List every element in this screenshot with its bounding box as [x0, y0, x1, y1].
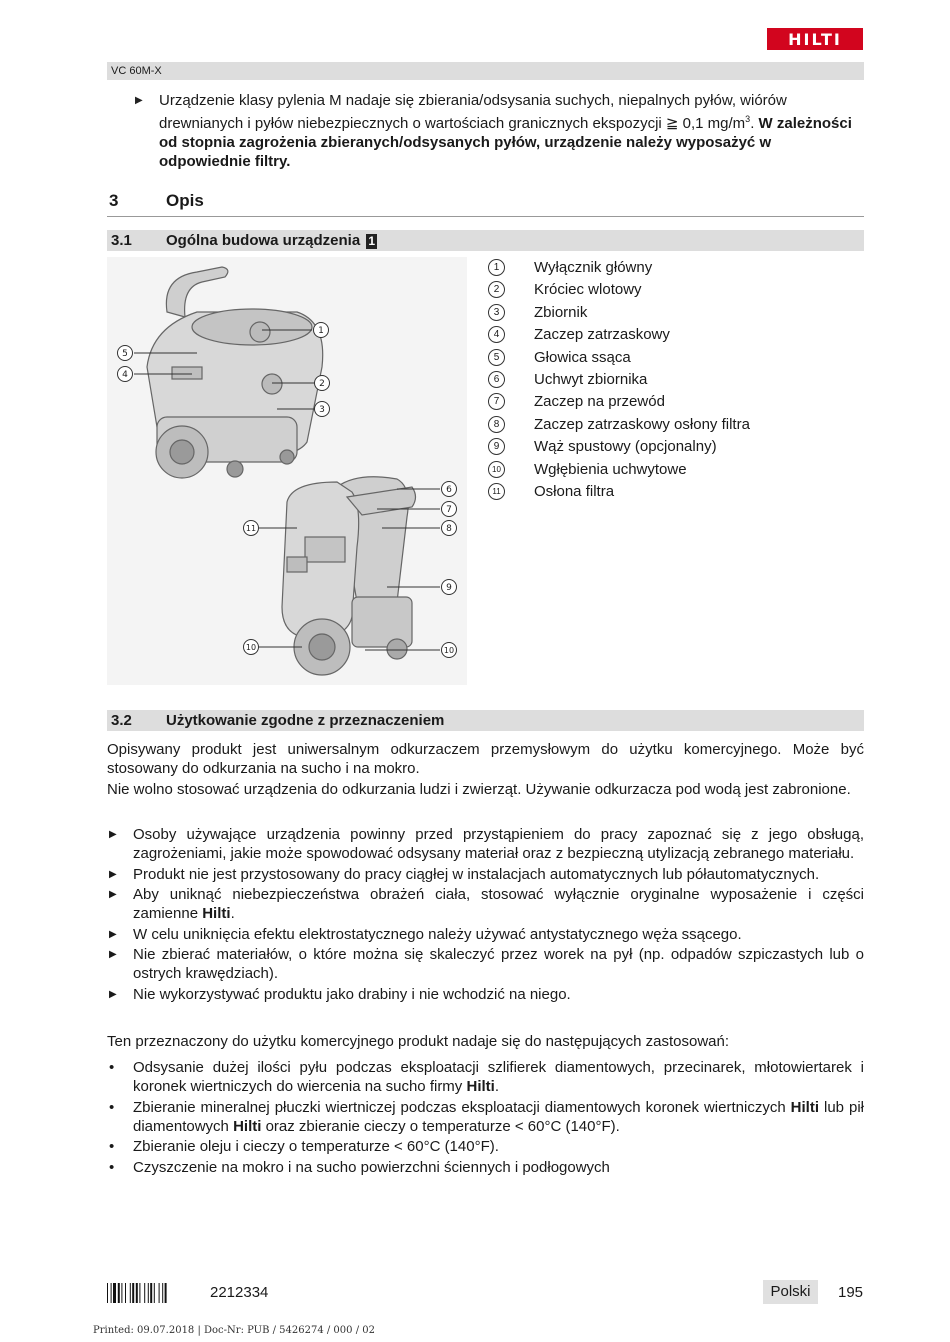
legend-number-badge: 4 [488, 326, 505, 343]
legend-label: Króciec wlotowy [534, 281, 642, 299]
callout-2 [315, 376, 330, 391]
legend-label: Uchwyt zbiornika [534, 370, 648, 388]
list-item [107, 825, 864, 863]
legend-label: Wgłębienia uchwytowe [534, 460, 687, 478]
legend-number-badge: 7 [488, 393, 505, 410]
callout-10b-label: 10 [443, 646, 455, 655]
brand-bold: Hilti [202, 905, 231, 922]
intro-superscript: 3 [745, 114, 751, 124]
intro-paragraph [159, 91, 864, 171]
subsection-title: Użytkowanie zgodne z przeznaczeniem [166, 712, 445, 729]
triangle-bullet-icon: ▶ [109, 829, 117, 840]
warning-list [107, 825, 864, 1005]
legend-number-badge: 3 [488, 304, 505, 321]
subsection-title [166, 232, 377, 249]
callout-10a-label: 10 [245, 643, 257, 652]
callout-5-label: 5 [122, 349, 128, 359]
model-header-bar [107, 62, 864, 80]
callout-4 [118, 367, 133, 382]
hilti-logo: HILTI [767, 28, 863, 50]
list-item [107, 1058, 864, 1096]
callout-2-label: 2 [319, 379, 325, 389]
applications-list [107, 1058, 864, 1178]
list-item [107, 885, 864, 923]
callout-11-label: 11 [245, 524, 257, 533]
subsection-title-text: Ogólna budowa urządzenia [166, 232, 361, 249]
brand-bold: Hilti [790, 1098, 819, 1116]
list-item-text-end: . [494, 1078, 499, 1095]
legend-label: Wąż spustowy (opcjonalny) [534, 438, 717, 456]
callout-6 [442, 482, 457, 497]
dot-bullet-icon: • [109, 1158, 115, 1176]
list-item [107, 985, 864, 1004]
triangle-bullet-icon: ▶ [135, 95, 143, 106]
list-item-text: Zbieranie mineralnej płuczki wiertniczej podczas eksploatacji diamentowych koronek wiertniczych [133, 1098, 791, 1116]
legend-number-badge: 9 [488, 438, 505, 455]
paragraph-prohibition: Nie wolno stosować urządzenia do odkurzania ludzi i zwierząt. Używanie odkurzacza pod wodą jest zabronione. [107, 781, 851, 798]
subsection-number: 3.1 [111, 232, 132, 249]
legend-label: Zaczep zatrzaskowy osłony filtra [534, 415, 750, 433]
legend-number-badge: 5 [488, 349, 505, 366]
triangle-bullet-icon: ▶ [109, 868, 117, 880]
intro-text: Urządzenie klasy pylenia M nadaje się zbierania/odsysania suchych, niepalnych pyłów, wiórów drewnianych i pyłów niebezpiecznych o wartościach granicznych ekspozycji ≧ 0,1 mg/m [159, 92, 787, 132]
callout-1-label: 1 [318, 326, 324, 336]
legend-label: Zbiornik [534, 303, 588, 321]
legend-number-badge: 1 [488, 259, 505, 276]
legend-label: Głowica ssąca [534, 348, 631, 366]
brand-bold: Hilti [466, 1078, 495, 1095]
list-item-text: Aby uniknąć niebezpieczeństwa obrażeń ciała, stosować wyłącznie oryginalne wyposażenie i części zamienne [133, 886, 864, 922]
callout-7 [442, 502, 457, 517]
callout-3-label: 3 [319, 405, 325, 415]
list-item-text: Nie wykorzystywać produktu jako drabiny i nie wchodzić na niego. [133, 985, 571, 1003]
callout-7-label: 7 [446, 505, 452, 515]
list-item [107, 865, 864, 884]
legend-label: Osłona filtra [534, 482, 615, 500]
callout-8-label: 8 [446, 524, 452, 534]
device-figure [107, 257, 467, 685]
intro-text-after: . [750, 115, 759, 132]
callout-6-label: 6 [446, 485, 452, 495]
dot-bullet-icon: • [109, 1138, 115, 1155]
list-item-text: Produkt nie jest przystosowany do pracy ciągłej w instalacjach automatycznych lub półautomatycznych. [133, 865, 820, 883]
triangle-bullet-icon: ▶ [109, 949, 117, 960]
callout-9-label: 9 [446, 583, 452, 593]
callout-10-right [442, 643, 457, 658]
print-info: Printed: 09.07.2018 | Doc-Nr: PUB / 5426274 / 000 / 02 [93, 1325, 375, 1336]
dot-bullet-icon: • [109, 1098, 115, 1116]
legend-number-badge: 2 [488, 281, 505, 298]
legend-label: Zaczep na przewód [534, 393, 665, 411]
triangle-bullet-icon: ▶ [109, 889, 117, 900]
list-item [107, 925, 864, 944]
legend-number-badge: 10 [488, 461, 505, 478]
list-item-text: Osoby używające urządzenia powinny przed przystąpieniem do pracy zapoznać się z jego obsługą, zagrożeniami, jakie może spowodować odsysany materiał oraz z bezpieczną utylizacją zebranego materiału. [133, 826, 864, 862]
callout-4-label: 4 [122, 370, 128, 380]
document-number: 2212334 [210, 1284, 269, 1301]
model-name: VC 60M-X [111, 65, 162, 77]
section-3-2-heading [107, 710, 864, 731]
list-item-text: Nie zbierać materiałów, o które można się skaleczyć przez worek na pył (np. odpadów szpiczastych lub o ostrych krawędziach). [133, 946, 864, 982]
section-3-1-heading [107, 230, 864, 251]
paragraph-intended-use: Opisywany produkt jest uniwersalnym odkurzaczem przemysłowym do użytku komercyjnego. Może być stosowany do odkurzania na sucho i na mokro. [107, 741, 864, 777]
callout-9 [442, 580, 457, 595]
callout-1 [314, 323, 329, 338]
legend-number-badge: 6 [488, 371, 505, 388]
callout-11 [244, 521, 259, 536]
list-item [107, 1137, 864, 1156]
callout-5 [118, 346, 133, 361]
list-item [107, 1158, 864, 1177]
section-3-heading [107, 191, 864, 217]
list-item [107, 1098, 864, 1136]
brand-bold: Hilti [233, 1117, 262, 1135]
list-item-text-end: oraz zbieranie cieczy o temperaturze < 60°C (140°F). [261, 1117, 620, 1135]
callout-8 [442, 521, 457, 536]
vacuum-illustration [107, 257, 467, 685]
legend-label: Zaczep zatrzaskowy [534, 326, 670, 344]
list-item-text: Zbieranie oleju i cieczy o temperaturze < 60°C (140°F). [133, 1138, 499, 1155]
callout-10-left [244, 640, 259, 655]
intro-bold-text: W zależności od stopnia zagrożenia zbieranych/odsysanych pyłów, urządzenie należy wyposażyć w odpowiednie filtry. [159, 115, 852, 170]
triangle-bullet-icon: ▶ [109, 988, 117, 1000]
dot-bullet-icon: • [109, 1059, 115, 1076]
list-item-text: W celu uniknięcia efektu elektrostatycznego należy używać antystatycznego węża ssącego. [133, 925, 742, 943]
subsection-number: 3.2 [111, 712, 132, 729]
page-number: 195 [838, 1284, 864, 1301]
language-label: Polski [763, 1280, 818, 1304]
list-item-text-end: . [230, 905, 235, 922]
section-title: Opis [166, 191, 204, 210]
paragraph-applications: Ten przeznaczony do użytku komercyjnego produkt nadaje się do następujących zastosowań: [107, 1033, 730, 1050]
list-item-text: Odsysanie dużej ilości pyłu podczas eksploatacji szlifierek diamentowych, przecinarek, młotowiertarek i koronek wiertniczych do wiercenia na sucho firmy [133, 1059, 864, 1095]
list-item-text-mid: lub pił diamentowych [133, 1098, 864, 1135]
triangle-bullet-icon: ▶ [109, 928, 117, 940]
legend-label: Wyłącznik główny [534, 259, 653, 276]
legend-number-badge: 11 [488, 483, 505, 500]
list-item-text: Czyszczenie na mokro i na sucho powierzchni ściennych i podłogowych [133, 1158, 610, 1176]
figure-ref-badge: 1 [368, 234, 376, 248]
list-item [107, 945, 864, 983]
callout-3 [315, 402, 330, 417]
legend-number-badge: 8 [488, 416, 505, 433]
section-number: 3 [109, 191, 119, 210]
barcode-icon [107, 1283, 191, 1303]
